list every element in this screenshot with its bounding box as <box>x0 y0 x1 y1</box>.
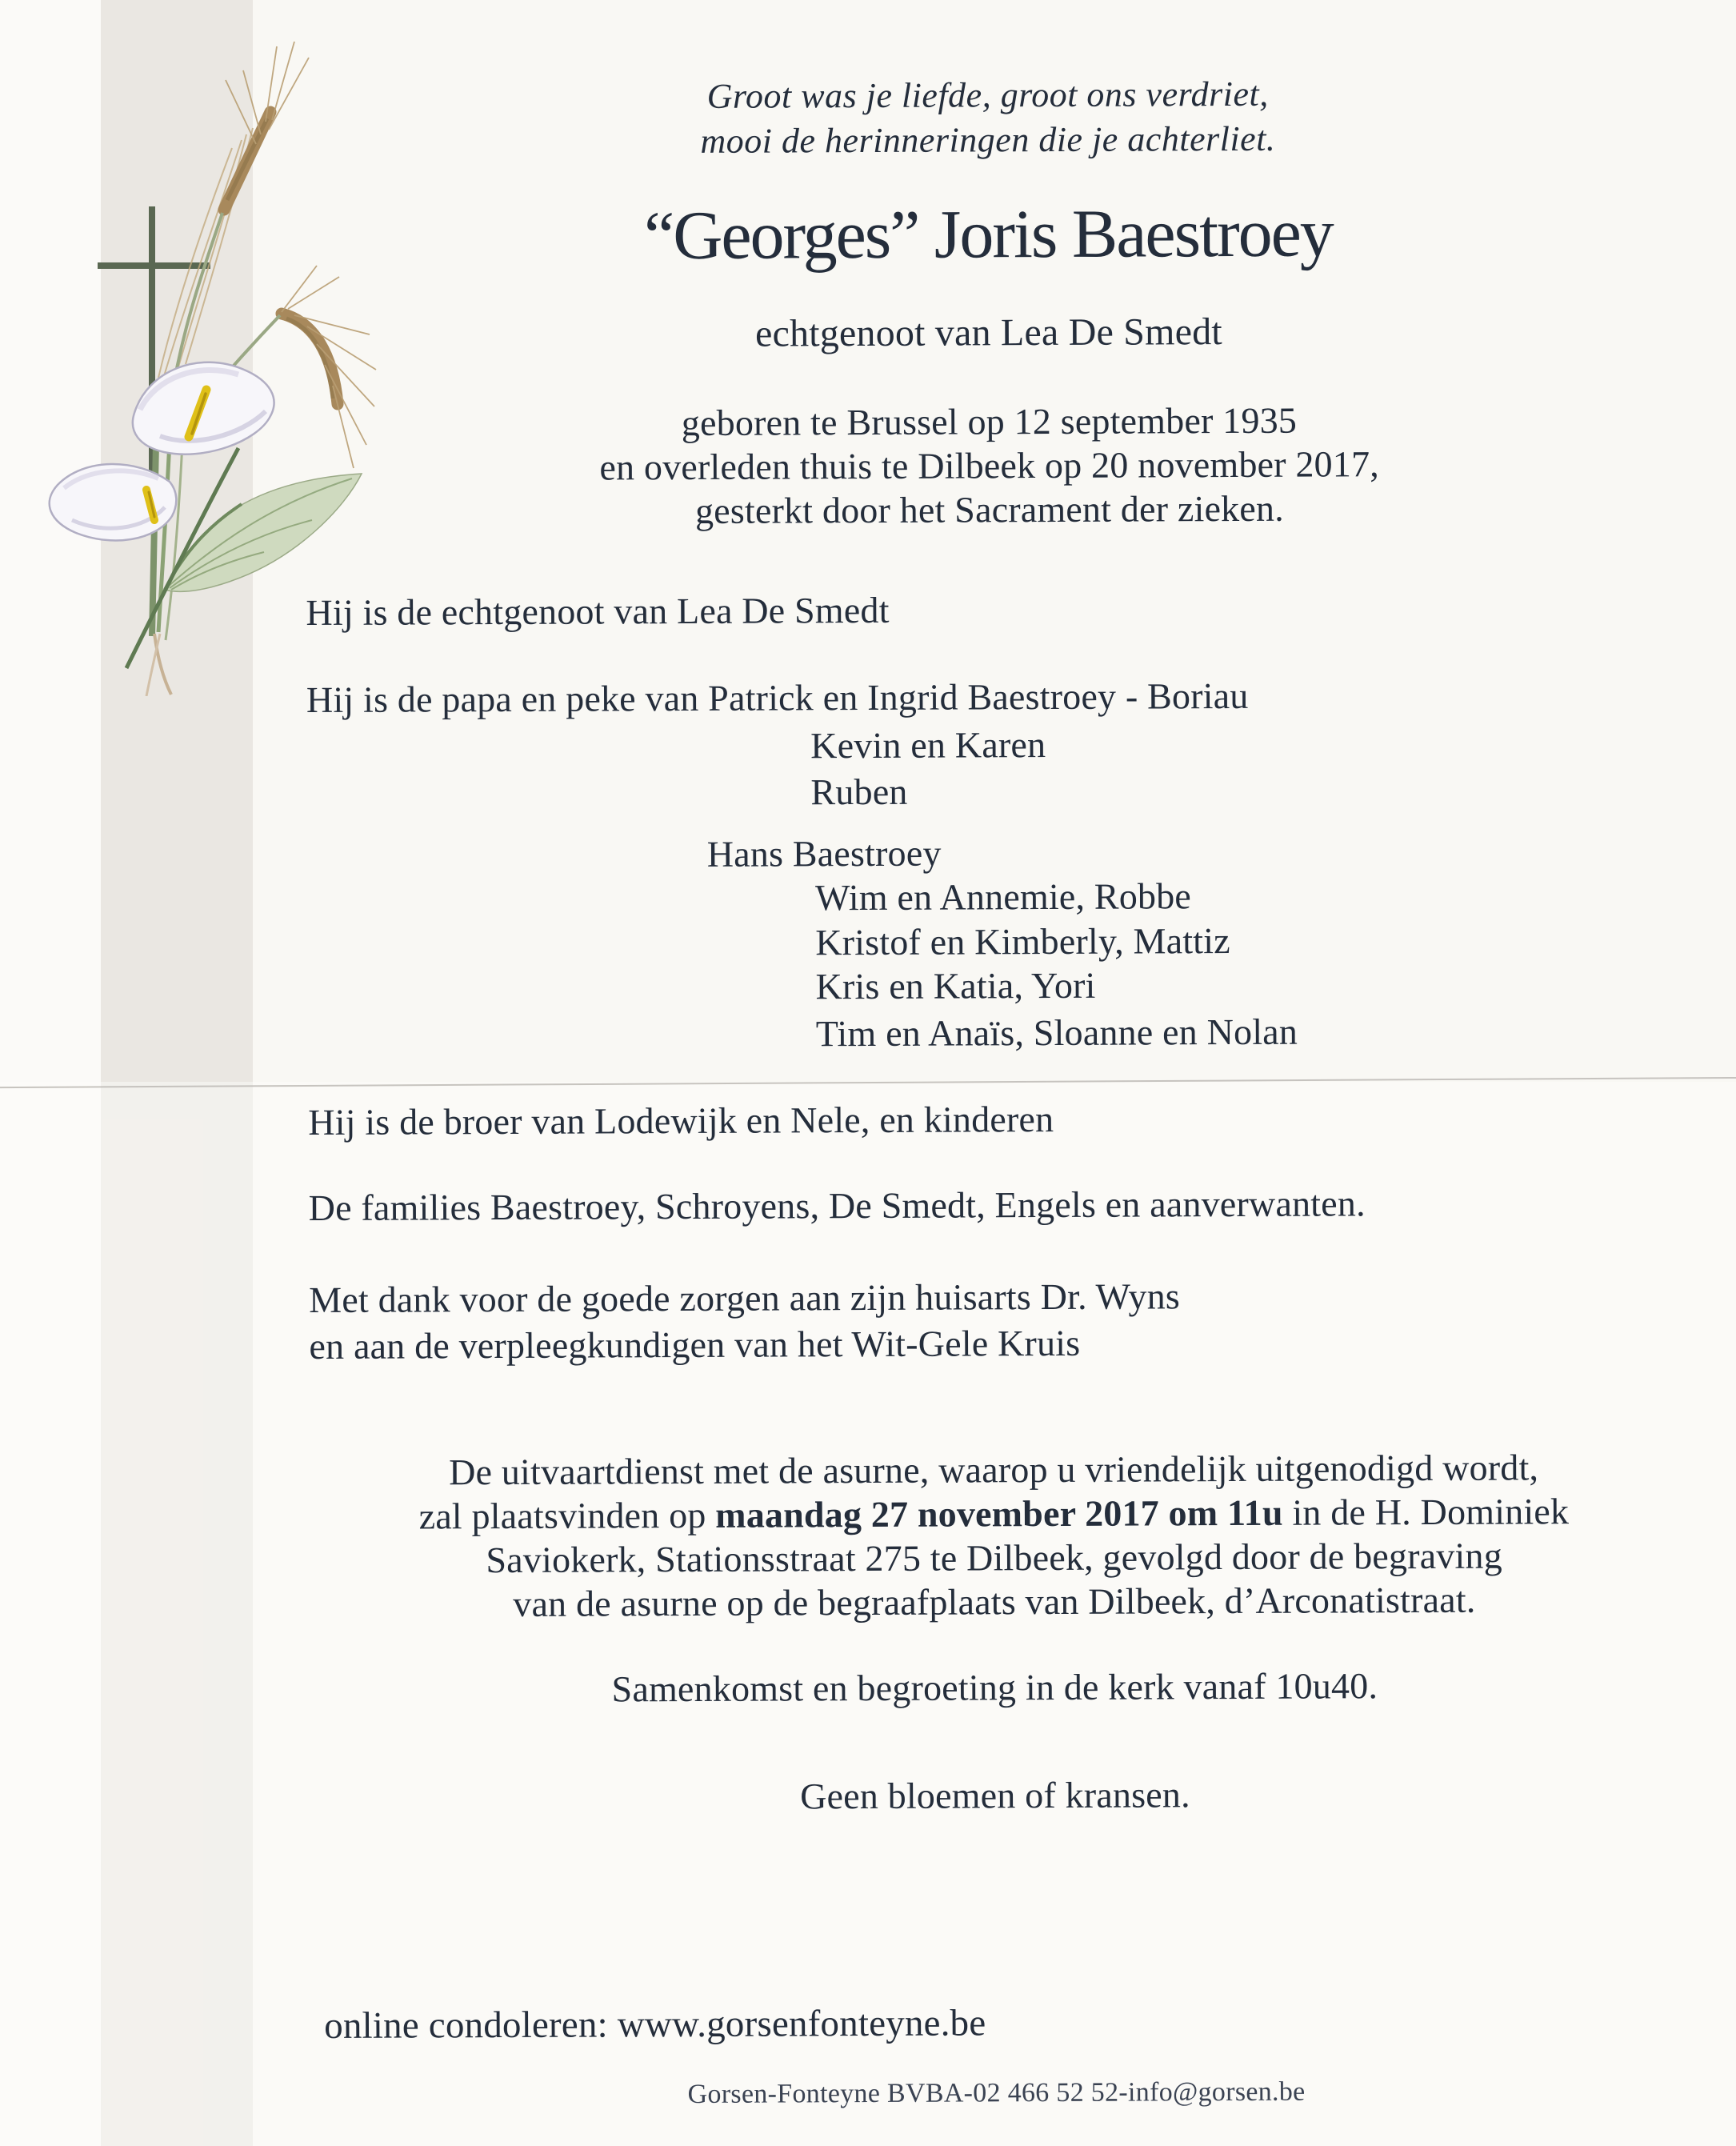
family-grandchild-line: Tim en Anaïs, Sloanne en Nolan <box>815 1011 1298 1055</box>
quote-line-1: Groot was je liefde, groot ons verdriet, <box>706 74 1269 116</box>
service-line-3: Saviokerk, Stationsstraat 275 te Dilbeek, gevolgd door de begraving <box>486 1535 1502 1581</box>
family-grandchild-line: Kris en Katia, Yori <box>815 964 1096 1007</box>
service-line-2-pre: zal plaatsvinden op <box>418 1494 716 1537</box>
thanks-line-2: en aan de verpleegkundigen van het Wit-Gele Kruis <box>309 1322 1081 1367</box>
family-grandchild-line: Ruben <box>810 771 908 813</box>
service-line-4: van de asurne op de begraafplaats van Dilbeek, d’Arconatistraat. <box>513 1579 1476 1624</box>
spouse-of-line: echtgenoot van Lea De Smedt <box>754 310 1223 355</box>
service-date-bold: maandag 27 november 2017 om 11u <box>715 1491 1283 1535</box>
deceased-name: “Georges” Joris Baestroey <box>643 194 1333 274</box>
condolence-line: online condoleren: www.gorsenfonteyne.be <box>324 2002 986 2047</box>
family-son-line: Hans Baestroey <box>706 832 942 875</box>
service-line-1: De uitvaartdienst met de asurne, waarop u vriendelijk uitgenodigd wordt, <box>449 1447 1539 1493</box>
footer-line: Gorsen-Fonteyne BVBA-02 466 52 52-info@gorsen.be <box>687 2076 1306 2109</box>
family-spouse-line: Hij is de echtgenoot van Lea De Smedt <box>306 589 890 634</box>
life-line-2: en overleden thuis te Dilbeek op 20 november 2017, <box>599 443 1380 488</box>
no-flowers-line: Geen bloemen of kransen. <box>800 1774 1190 1817</box>
family-grandchild-line: Kristof en Kimberly, Mattiz <box>815 920 1230 963</box>
quote-line-2: mooi de herinneringen die je achterliet. <box>700 118 1276 161</box>
life-line-3: gesterkt door het Sacrament der zieken. <box>694 487 1284 531</box>
gathering-line: Samenkomst en begroeting in de kerk vanaf 10u40. <box>611 1665 1378 1710</box>
family-papa-line: Hij is de papa en peke van Patrick en Ingrid Baestroey - Boriau <box>306 675 1249 721</box>
life-line-1: geboren te Brussel op 12 september 1935 <box>681 399 1298 444</box>
families-line: De families Baestroey, Schroyens, De Smedt, Engels en aanverwanten. <box>308 1183 1366 1229</box>
family-brother-line: Hij is de broer van Lodewijk en Nele, en kinderen <box>308 1098 1054 1143</box>
family-grandchild-line: Wim en Annemie, Robbe <box>814 875 1192 919</box>
service-line-2-post: in de H. Dominiek <box>1282 1491 1570 1533</box>
family-grandchild-line: Kevin en Karen <box>810 724 1046 767</box>
service-line-2 <box>282 1488 1706 1539</box>
thanks-line-1: Met dank voor de goede zorgen aan zijn huisarts Dr. Wyns <box>309 1275 1181 1321</box>
